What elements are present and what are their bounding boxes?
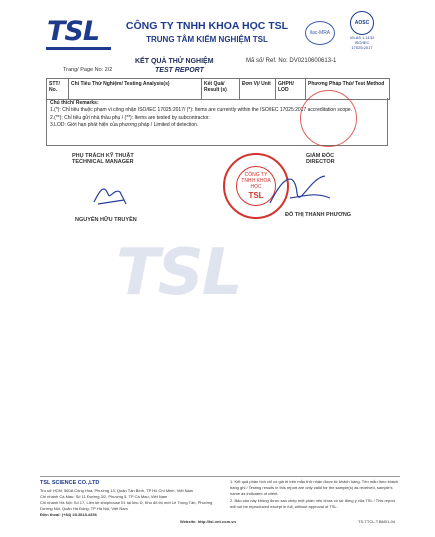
tsl-logo: TSL bbox=[47, 16, 100, 47]
tech-manager-signature bbox=[90, 180, 130, 210]
remarks-title: Chú thích/ Remarks: bbox=[50, 100, 99, 106]
company-name: CÔNG TY TNHH KHOA HỌC TSL bbox=[125, 20, 289, 32]
footer-form-code: TS-TTCL-T.BM01-04 bbox=[358, 519, 396, 524]
tsl-watermark: TSL bbox=[116, 236, 241, 310]
footer-note-2: 2. Bảo cáo này không được sao chép một phần nếu chưa có sự đồng ý của TSL / This report will not be reproduced except in full, without approval of TSL. bbox=[230, 497, 395, 509]
col-stt: STT/ No. bbox=[47, 79, 69, 99]
footer-branch-camau: Chi nhánh Cà Mau: Số 11 Đường 3/2, Phường 5, TP Cà Mau, Việt Nam bbox=[40, 493, 168, 499]
tech-manager-role-vn: PHỤ TRÁCH KỸ THUẬT bbox=[72, 153, 134, 159]
col-result: Kết Quả/ Result (s) bbox=[202, 79, 240, 99]
director-role bbox=[306, 153, 335, 165]
ref-value: DV0210600613-1 bbox=[289, 58, 337, 64]
ilac-mra-logo: ilac-MRA bbox=[305, 21, 335, 45]
footer-note-1: 1. Kết quả phân tích chỉ có giá trị trên mẫu thử nhận được từ khách hàng. Tên mẫu theo khách hàng ghi / Testing results in this report are only valid for the sample(s) as received, sample's name as indicated of client. bbox=[230, 479, 399, 497]
page-number: Trang/ Page No: 2/2 bbox=[63, 67, 113, 73]
aosc-seal: AOSC bbox=[350, 11, 374, 35]
report-title-vn: KẾT QUẢ THỬ NGHIỆM bbox=[135, 58, 214, 65]
remark-2: 2.(**): Chỉ tiêu gửi nhà thầu phụ / (**): Items are tested by subcontractor. bbox=[50, 114, 210, 121]
col-analysis: Chỉ Tiêu Thử Nghiệm/ Testing Analysis(s) bbox=[69, 79, 202, 99]
stamp-tsl-text: TSL bbox=[248, 191, 264, 200]
col-lod: GHPH/ LOD bbox=[276, 79, 306, 99]
remark-3: 3.LOD: Giới hạn phát hiện của phương pháp / Limited of detection. bbox=[50, 121, 199, 128]
ref-label: Mã số/ Ref. No: bbox=[246, 58, 288, 64]
footer-company: TSL SCIENCE CO.,LTD bbox=[40, 480, 100, 486]
remark-1: 1.(*): Chỉ tiêu thuộc phạm vi công nhận ISO/IEC 17025:2017/ (*): Items are currently within the ISO/IEC 17025:2017 accreditation scope. bbox=[50, 107, 353, 114]
director-name: ĐỖ THỊ THANH PHƯƠNG bbox=[285, 212, 352, 218]
aosc-accreditation-logo bbox=[344, 11, 380, 49]
footer-branch-hanoi: Chi nhánh Hà Nội: Số 17, Liền kề shophouse 01 tại khu D, Khu đô thị mới Lê Trọng Tấn, Phường Dương Nội, Quận Hà Đông, TP Hà Nội, Việt Nam bbox=[40, 499, 213, 512]
footer-phone: Điện thoại: (+84) 28.3818.4336 bbox=[40, 512, 97, 518]
aosc-sub: VILAS 1-1132 bbox=[349, 35, 375, 40]
footer-hq: Trụ sở HCM: 560A Cộng Hòa, Phường 13, Quận Tân Bình, TP Hồ Chí Minh, Việt Nam bbox=[40, 487, 194, 493]
report-title-en: TEST REPORT bbox=[155, 67, 204, 74]
accreditation-stamp bbox=[300, 90, 357, 147]
footer-website: Website: http://tsl-vnt.com.vn bbox=[180, 519, 236, 524]
center-name: TRUNG TÂM KIỂM NGHIỆM TSL bbox=[146, 35, 268, 44]
footer bbox=[40, 476, 400, 527]
director-signature bbox=[265, 168, 335, 213]
footer-divider bbox=[40, 476, 400, 477]
iso-label: ISO/IEC 17025:2017 bbox=[351, 40, 373, 50]
col-method: Phương Pháp Thử/ Test Method bbox=[308, 81, 385, 87]
director-role-en: DIRECTOR bbox=[306, 159, 335, 165]
tech-manager-role-en: TECHNICAL MANAGER bbox=[72, 159, 134, 165]
tech-manager-role bbox=[72, 153, 134, 165]
director-role-vn: GIÁM ĐỐC bbox=[306, 153, 335, 159]
stamp-company-text: CÔNG TY TNHH KHOA HỌC bbox=[241, 172, 271, 190]
logo-underline bbox=[46, 47, 111, 50]
col-unit: Đơn Vị/ Unit bbox=[240, 79, 276, 99]
footer-notes bbox=[230, 479, 400, 510]
tech-manager-name: NGUYỄN HỮU TRUYỀN bbox=[75, 217, 137, 223]
ref-number bbox=[246, 58, 336, 64]
footer-address bbox=[40, 479, 222, 518]
